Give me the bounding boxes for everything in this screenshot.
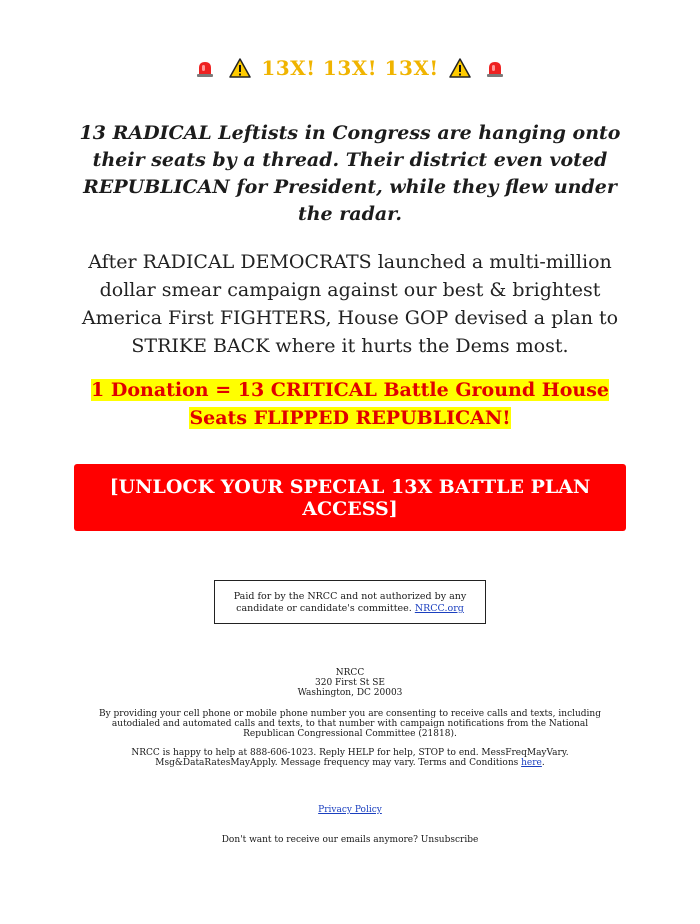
siren-icon bbox=[485, 59, 505, 83]
help-text: NRCC is happy to help at 888-606-1023. Reply HELP for help, STOP to end. MessFreqMayVary. Msg&DataRatesMayApply. Message frequency may vary. Terms and Conditions here. bbox=[131, 748, 569, 768]
disclaimer-text: Paid for by the NRCC and not authorized by any candidate or candidate's committee. bbox=[233, 591, 467, 614]
cta-label: [UNLOCK YOUR SPECIAL 13X BATTLE PLAN ACCESS] bbox=[109, 475, 591, 520]
highlight-callout bbox=[70, 376, 630, 432]
privacy-policy-link[interactable]: Privacy Policy bbox=[318, 805, 382, 815]
mailing-address bbox=[0, 668, 700, 698]
highlight-text: 1 Donation = 13 CRITICAL Battle Ground House Seats FLIPPED REPUBLICAN! bbox=[91, 379, 609, 429]
city-address: Washington, DC 20003 bbox=[297, 688, 403, 698]
siren-icon bbox=[195, 59, 215, 83]
nrcc-link[interactable]: NRCC.org bbox=[414, 603, 464, 614]
intro-paragraph: 13 RADICAL Leftists in Congress are hanging onto their seats by a thread. Their district even voted REPUBLICAN for President, while they flew under the radar. bbox=[79, 122, 621, 225]
org-name: NRCC bbox=[335, 668, 365, 678]
warning-icon bbox=[229, 58, 251, 83]
headline-text: 13X! 13X! 13X! bbox=[261, 56, 439, 80]
terms-link[interactable]: here bbox=[521, 758, 542, 768]
unlock-cta-button[interactable] bbox=[74, 464, 626, 531]
paid-for-disclaimer bbox=[214, 580, 486, 624]
body-paragraph: After RADICAL DEMOCRATS launched a multi-million dollar smear campaign against our best & brightest America First FIGHTERS, House GOP devised a plan to STRIKE BACK where it hurts the Dems most. bbox=[81, 251, 619, 357]
help-body: NRCC is happy to help at 888-606-1023. Reply HELP for help, STOP to end. MessFreqMayVary. Msg&DataRatesMayApply. Message frequency may vary. Terms and Conditions bbox=[131, 748, 569, 768]
sms-consent-text: By providing your cell phone or mobile phone number you are consenting to receive calls and texts, including autodialed and automated calls and texts, to that number with campaign notifications from the National Republican Congressional Committee (21818). bbox=[98, 709, 601, 739]
headline bbox=[0, 56, 700, 83]
unsubscribe-text[interactable]: Don't want to receive our emails anymore? Unsubscribe bbox=[221, 835, 479, 845]
street-address: 320 First St SE bbox=[315, 678, 385, 688]
privacy-footer bbox=[0, 805, 700, 815]
warning-icon bbox=[449, 58, 471, 83]
